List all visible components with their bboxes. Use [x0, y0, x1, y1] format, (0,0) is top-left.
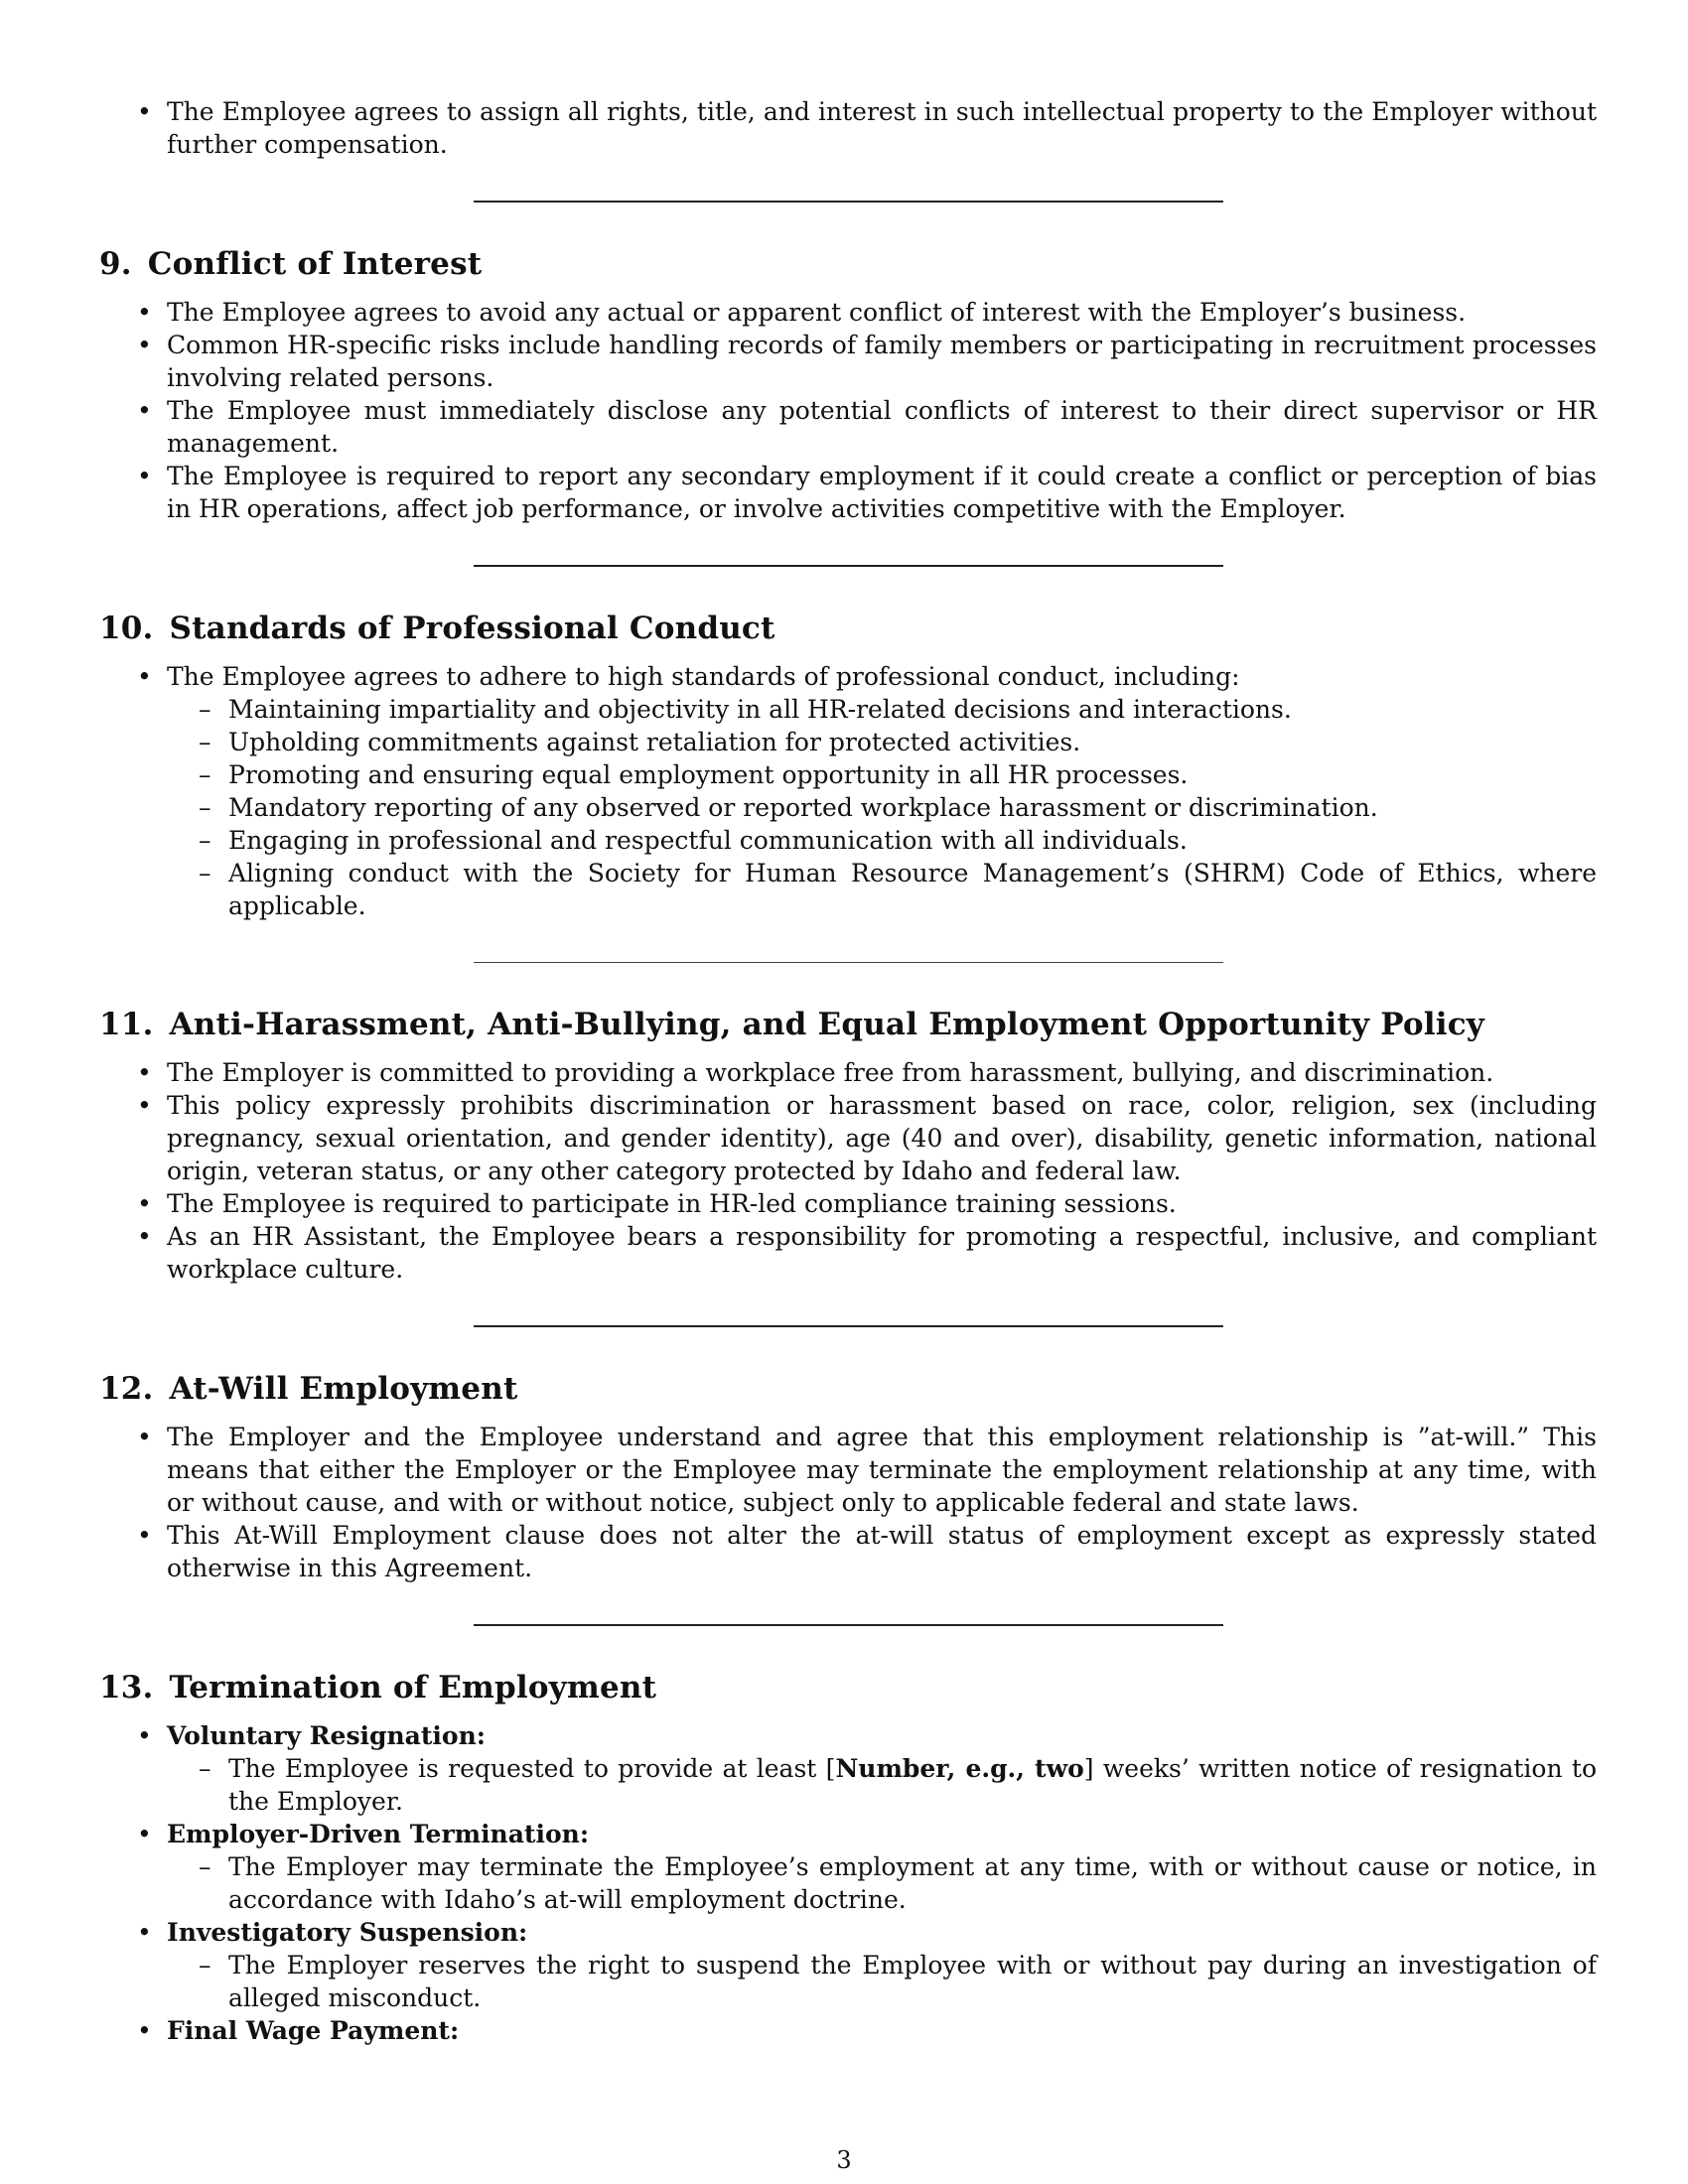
list-item	[167, 1818, 1597, 1916]
section-title: Anti-Harassment, Anti-Bullying, and Equal Employment Opportunity Policy	[169, 1007, 1484, 1042]
sublist-item: – Mandatory reporting of any observed or reported workplace harassment or discrimination.	[228, 791, 1597, 824]
list-item-text: The Employee agrees to adhere to high standards of professional conduct, including:	[167, 662, 1240, 691]
subsection-heading: Investigatory Suspension:	[167, 1918, 528, 1947]
list-item: • The Employee must immediately disclose any potential conflicts of interest to their direct supervisor or HR management.	[167, 394, 1597, 460]
list-item	[167, 660, 1597, 922]
professional-conduct-list	[99, 660, 1597, 922]
text-fragment: The Employee is requested to provide at least [	[228, 1754, 836, 1783]
sublist-item	[228, 1752, 1597, 1818]
section-number: 9.	[99, 246, 132, 282]
section-heading-termination	[99, 1668, 1597, 1707]
conflict-of-interest-list	[99, 296, 1597, 525]
section-number: 13.	[99, 1670, 154, 1706]
section-number: 11.	[99, 1007, 154, 1042]
section-title: Standards of Professional Conduct	[169, 611, 775, 646]
sublist-item: – Upholding commitments against retaliation for protected activities.	[228, 726, 1597, 758]
list-item: • The Employee is required to participate in HR-led compliance training sessions.	[167, 1187, 1597, 1220]
section-number: 12.	[99, 1371, 154, 1407]
intro-bullet-list	[99, 95, 1597, 161]
document-page	[99, 95, 1597, 2047]
at-will-list	[99, 1421, 1597, 1584]
list-item: • The Employee agrees to assign all rights, title, and interest in such intellectual property to the Employer without further compensation.	[167, 95, 1597, 161]
section-title: Termination of Employment	[169, 1670, 657, 1706]
section-title: At-Will Employment	[169, 1371, 518, 1407]
section-divider	[474, 962, 1223, 963]
section-heading-professional-conduct	[99, 609, 1597, 648]
list-item	[167, 1916, 1597, 2014]
sublist-item: – The Employer reserves the right to suspend the Employee with or without pay during an investigation of alleged misconduct.	[228, 1949, 1597, 2014]
sublist-item: – Aligning conduct with the Society for Human Resource Management’s (SHRM) Code of Ethics, where applicable.	[228, 857, 1597, 922]
text-fragment: ] weeks’ written notice of resignation to the Employer.	[228, 1754, 1597, 1816]
voluntary-sublist	[167, 1752, 1597, 1818]
sublist-item: – Engaging in professional and respectful communication with all individuals.	[228, 824, 1597, 857]
section-heading-at-will-employment	[99, 1369, 1597, 1409]
list-item: • As an HR Assistant, the Employee bears a responsibility for promoting a respectful, inclusive, and compliant workplace culture.	[167, 1220, 1597, 1286]
list-item	[167, 2014, 1597, 2047]
employer-driven-sublist	[167, 1850, 1597, 1916]
subsection-heading: Final Wage Payment:	[167, 2016, 460, 2045]
list-item	[167, 1719, 1597, 1818]
subsection-heading: Voluntary Resignation:	[167, 1721, 487, 1750]
page-number: 3	[836, 2146, 852, 2174]
sublist-item: – Maintaining impartiality and objectivity in all HR-related decisions and interactions.	[228, 693, 1597, 726]
termination-list	[99, 1719, 1597, 2047]
investigatory-sublist	[167, 1949, 1597, 2014]
subsection-heading: Employer-Driven Termination:	[167, 1820, 590, 1848]
list-item: • The Employee agrees to avoid any actual or apparent conflict of interest with the Employer’s business.	[167, 296, 1597, 329]
list-item: • Common HR-specific risks include handling records of family members or participating in recruitment processes involving related persons.	[167, 329, 1597, 394]
section-heading-conflict-of-interest	[99, 244, 1597, 284]
sublist-item: – Promoting and ensuring equal employment opportunity in all HR processes.	[228, 758, 1597, 791]
list-item: • This At-Will Employment clause does not alter the at-will status of employment except as expressly stated otherwise in this Agreement.	[167, 1519, 1597, 1584]
list-item: • This policy expressly prohibits discrimination or harassment based on race, color, religion, sex (including pregnancy, sexual orientation, and gender identity), age (40 and over), disability, genetic information, national origin, veteran status, or any other category protected by Idaho and federal law.	[167, 1089, 1597, 1187]
list-item: • The Employee is required to report any secondary employment if it could create a conflict or perception of bias in HR operations, affect job performance, or involve activities competitive with the Employer.	[167, 460, 1597, 525]
list-item: • The Employer is committed to providing a workplace free from harassment, bullying, and discrimination.	[167, 1056, 1597, 1089]
section-divider	[474, 1325, 1223, 1327]
section-title: Conflict of Interest	[147, 246, 483, 282]
section-divider	[474, 201, 1223, 203]
sublist-item: – The Employer may terminate the Employee’s employment at any time, with or without cause or notice, in accordance with Idaho’s at-will employment doctrine.	[228, 1850, 1597, 1916]
anti-harassment-list	[99, 1056, 1597, 1286]
section-divider	[474, 565, 1223, 567]
list-item: • The Employer and the Employee understand and agree that this employment relationship is ”at-will.” This means that either the Employer or the Employee may terminate the employment relationship at any time, with or without cause, and with or without notice, subject only to applicable federal and state laws.	[167, 1421, 1597, 1519]
section-heading-anti-harassment	[99, 1005, 1597, 1044]
conduct-sublist	[167, 693, 1597, 922]
section-divider	[474, 1624, 1223, 1626]
placeholder-field: Number, e.g., two	[835, 1754, 1084, 1783]
section-number: 10.	[99, 611, 154, 646]
